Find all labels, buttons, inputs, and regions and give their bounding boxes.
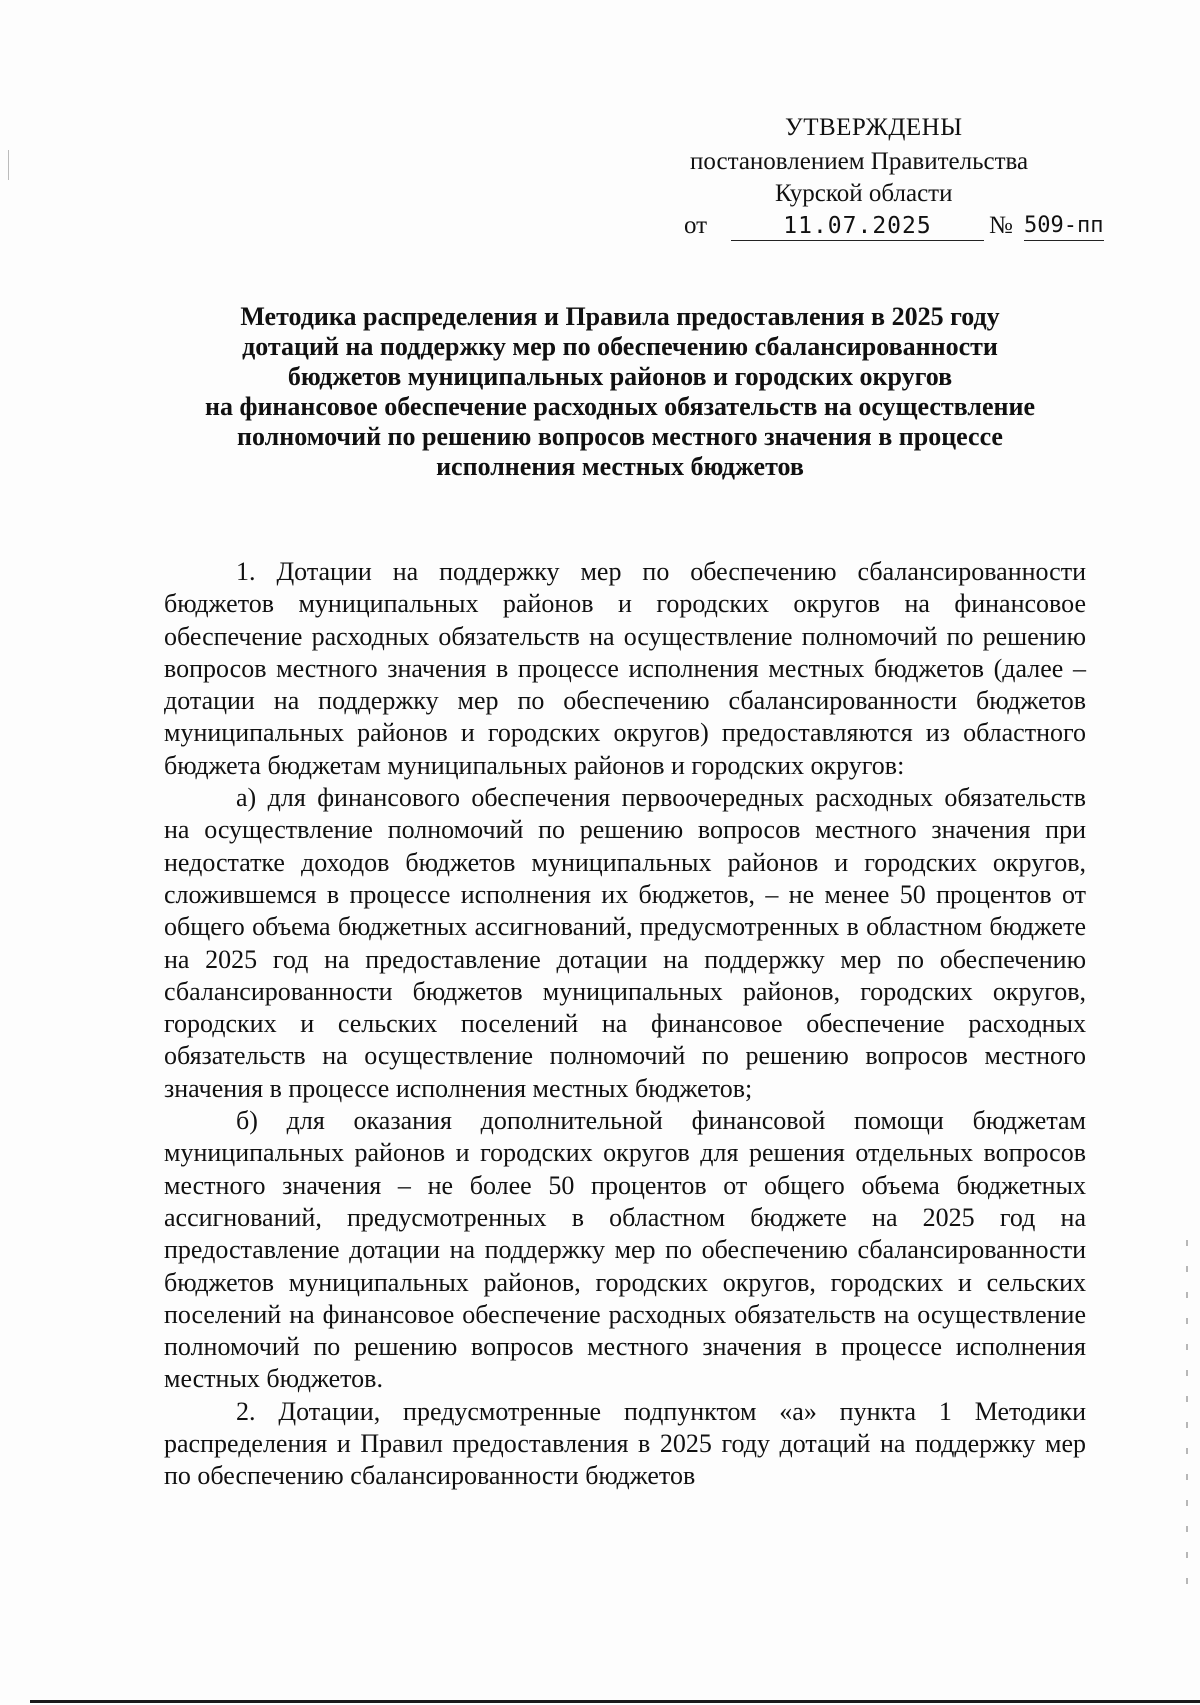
decree-number: 509-пп	[1024, 210, 1104, 241]
approval-heading: УТВЕРЖДЕНЫ	[785, 114, 963, 141]
title-line: дотаций на поддержку мер по обеспечению сбалансированности	[242, 332, 998, 361]
title-line: исполнения местных бюджетов	[436, 452, 804, 481]
document-title	[140, 302, 1100, 482]
decree-date: 11.07.2025	[731, 210, 984, 241]
title-line: на финансовое обеспечение расходных обязательств на осуществление	[204, 392, 1035, 421]
approval-date-number-line	[684, 210, 1120, 244]
paragraph-2: 2. Дотации, предусмотренные подпунктом «а» пункта 1 Методики распределения и Правил предоставления в 2025 году дотаций на поддержку мер по обеспечению сбалансированности бюджетов	[164, 1396, 1086, 1491]
scan-edge-bottom	[30, 1700, 1200, 1703]
number-label: №	[989, 212, 1013, 239]
from-label: от	[684, 212, 708, 239]
subparagraph-a: а) для финансового обеспечения первоочередных расходных обязательств на осуществление полномочий по решению вопросов местного значения при недостатке доходов бюджетов муниципальных районов и городских округов, сложившемся в процессе исполнения их бюджетов, – не менее 50 процентов от общего объема бюджетных ассигнований, предусмотренных в областном бюджете на 2025 год на предоставление дотации на поддержку мер по обеспечению сбалансированности бюджетов муниципальных районов, городских округов, городских и сельских поселений на финансовое обеспечение расходных обязательств на осуществление полномочий по решению вопросов местного значения в процессе исполнения местных бюджетов;	[164, 783, 1086, 1103]
title-line: бюджетов муниципальных районов и городских округов	[287, 362, 953, 391]
scan-mark-right	[1186, 1240, 1188, 1600]
approval-region-line: Курской области	[775, 180, 953, 207]
document-body	[164, 556, 1086, 1493]
title-line: Методика распределения и Правила предоставления в 2025 году	[240, 302, 1000, 331]
paragraph-1: 1. Дотации на поддержку мер по обеспечению сбалансированности бюджетов муниципальных районов и городских округов на финансовое обеспечение расходных обязательств на осуществление полномочий по решению вопросов местного значения в процессе исполнения местных бюджетов (далее – дотации на поддержку мер по обеспечению сбалансированности бюджетов муниципальных районов и городских округов) предоставляются из областного бюджета бюджетам муниципальных районов и городских округов:	[164, 557, 1086, 780]
title-line: полномочий по решению вопросов местного значения в процессе	[237, 422, 1003, 451]
scan-mark-left	[8, 150, 9, 180]
approval-issuer-line: постановлением Правительства	[690, 148, 1029, 175]
subparagraph-b: б) для оказания дополнительной финансовой помощи бюджетам муниципальных районов и городских округов для решения отдельных вопросов местного значения – не более 50 процентов от общего объема бюджетных ассигнований, предусмотренных в областном бюджете на 2025 год на предоставление дотации на поддержку мер по обеспечению сбалансированности бюджетов муниципальных районов, городских округов, городских и сельских поселений на финансовое обеспечение расходных обязательств на осуществление полномочий по решению вопросов местного значения в процессе исполнения местных бюджетов.	[164, 1106, 1086, 1394]
